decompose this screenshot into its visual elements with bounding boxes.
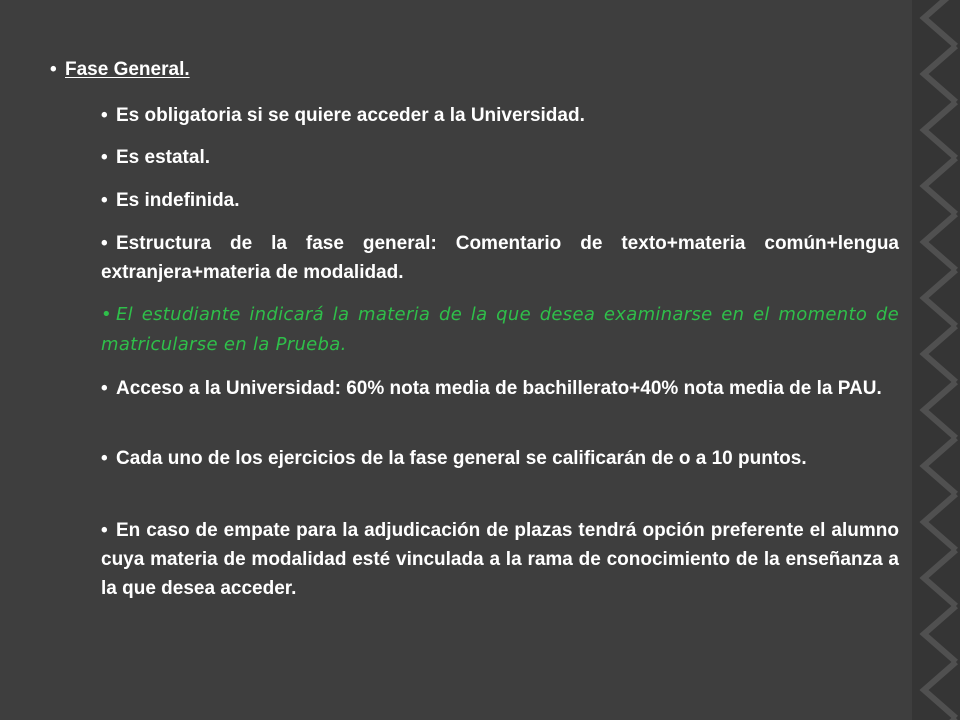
bullet-icon: • <box>101 147 108 168</box>
bullet-icon: • <box>101 105 108 126</box>
bullet-text: Estructura de la fase general: Comentario de texto+materia común+lengua extranjera+materia de modalidad. <box>101 233 899 283</box>
bullet-item <box>101 101 899 130</box>
bullet-text: Es estatal. <box>116 147 210 168</box>
bullet-text: Es indefinida. <box>116 190 240 211</box>
bullet-text: El estudiante indicará la materia de la que desea examinarse en el momento de matricularse en la Prueba. <box>101 304 899 355</box>
chevron-pattern <box>912 0 960 720</box>
bullet-icon: • <box>101 448 108 469</box>
bullet-item <box>101 444 899 473</box>
bullet-icon: • <box>101 190 108 211</box>
bullet-item <box>101 229 899 287</box>
bullet-item <box>101 516 899 603</box>
bullet-icon: • <box>50 59 57 80</box>
section-heading <box>50 56 190 84</box>
bullet-text: Acceso a la Universidad: 60% nota media de bachillerato+40% nota media de la PAU. <box>116 378 882 399</box>
bullet-item-highlight <box>101 300 899 360</box>
chevron-pattern-graphic <box>912 0 960 720</box>
bullet-icon: • <box>101 378 108 399</box>
bullet-text: En caso de empate para la adjudicación de plazas tendrá opción preferente el alumno cuya materia de modalidad esté vinculada a la rama de conocimiento de la enseñanza a la que desea acceder. <box>101 520 899 599</box>
bullet-icon: • <box>101 233 108 254</box>
bullet-text: Cada uno de los ejercicios de la fase general se calificarán de o a 10 puntos. <box>116 448 807 469</box>
heading-label: Fase General. <box>65 59 190 80</box>
bullet-icon: • <box>101 304 112 325</box>
bullet-item <box>101 143 899 172</box>
bullet-item <box>101 186 899 215</box>
bullet-text: Es obligatoria si se quiere acceder a la Universidad. <box>116 105 585 126</box>
bullet-icon: • <box>101 520 108 541</box>
bullet-item <box>101 374 899 403</box>
